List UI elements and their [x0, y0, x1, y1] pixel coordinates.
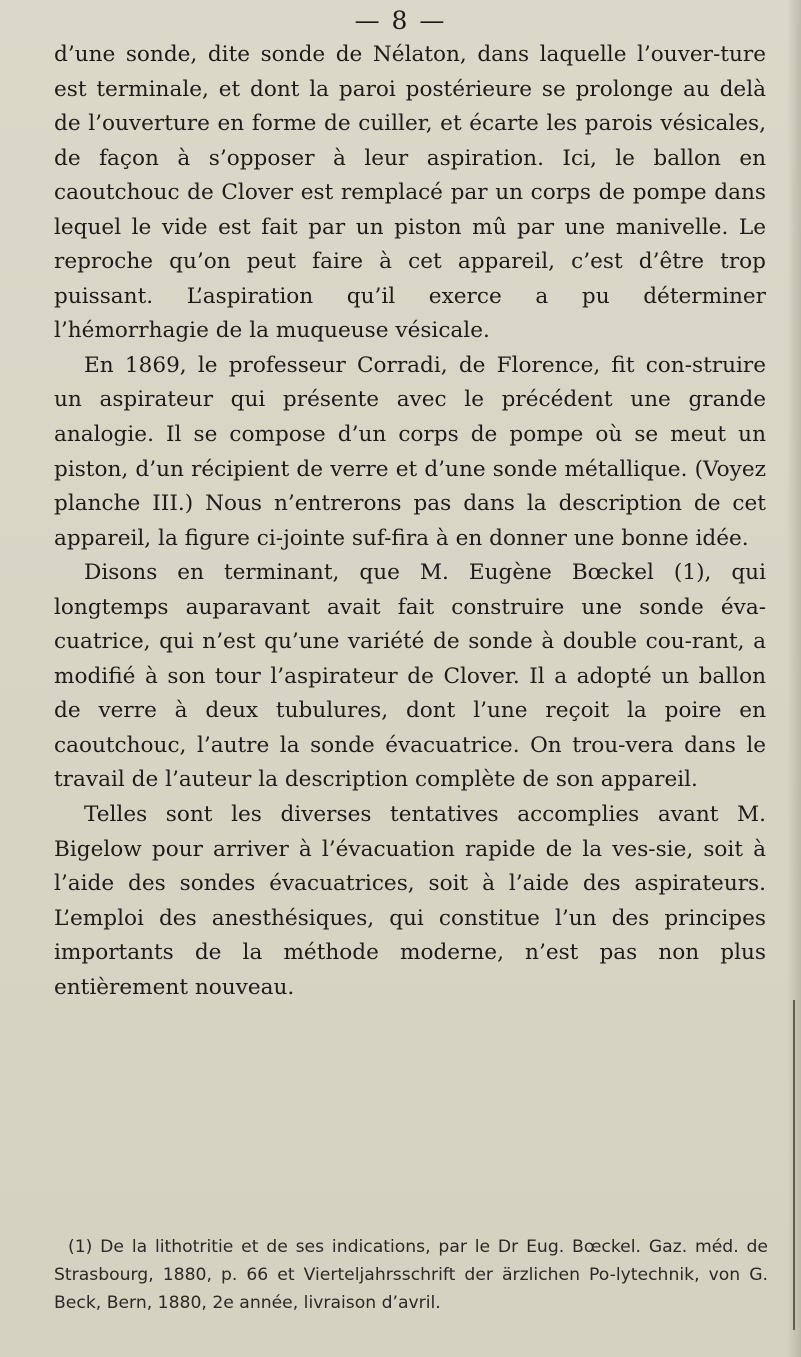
footnote-text: (1) De la lithotritie et de ses indications, par le Dr Eug. Bœckel. Gaz. méd. de Strasbourg, 1880, p. 66 et Vierteljahrsschrift der ärzlichen Po-lytechnik, von G. Beck, Bern, 1880, 2e année, livraison d’avril.: [54, 1237, 768, 1313]
paragraph-1: d’une sonde, dite sonde de Nélaton, dans laquelle l’ouver-ture est terminale, et dont la paroi postérieure se prolonge au delà de l’ouverture en forme de cuiller, et écarte les parois vésicales, de façon à s’opposer à leur aspiration. Ici, le ballon en caoutchouc de Clover est remplacé par un corps de pompe dans lequel le vide est fait par un piston mû par une manivelle. Le reproche qu’on peut faire à cet appareil, c’est d’être trop puissant. L’aspiration qu’il exerce a pu déterminer l’hémorrhagie de la muqueuse vésicale.: [54, 42, 766, 344]
paragraph-4: Telles sont les diverses tentatives accomplies avant M. Bigelow pour arriver à l’évacuation rapide de la ves-sie, soit à l’aide des sondes évacuatrices, soit à l’aide des aspirateurs. L’emploi des anesthésiques, qui constitue l’un des principes importants de la méthode moderne, n’est pas non plus entièrement nouveau.: [54, 802, 766, 1000]
body-text: [54, 38, 766, 1005]
paragraph-2: En 1869, le professeur Corradi, de Florence, fit con-struire un aspirateur qui présente avec le précédent une grande analogie. Il se compose d’un corps de pompe où se meut un piston, d’un récipient de verre et d’une sonde métallique. (Voyez planche III.) Nous n’entrerons pas dans la description de cet appareil, la figure ci-jointe suf-fira à en donner une bonne idée.: [54, 352, 766, 551]
footnote: [54, 1233, 768, 1317]
paragraph-3: Disons en terminant, que M. Eugène Bœckel (1), qui longtemps auparavant avait fait construire une sonde éva-cuatrice, qui n’est qu’une variété de sonde à double cou-rant, a modifié à son tour l’aspirateur de Clover. Il a adopté un ballon de verre à deux tubulures, dont l’une reçoit la poire en caoutchouc, l’autre la sonde évacuatrice. On trou-vera dans le travail de l’auteur la description complète de son appareil.: [54, 560, 766, 793]
page-number: — 8 —: [354, 6, 447, 35]
page-edge-line: [793, 1000, 795, 1330]
